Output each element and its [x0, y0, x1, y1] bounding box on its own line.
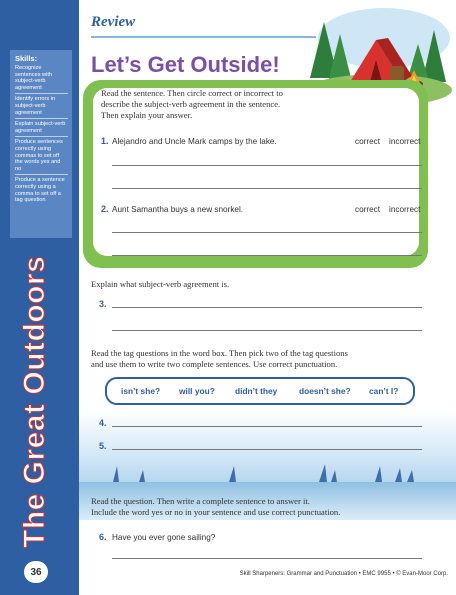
section-label: Review — [91, 14, 136, 30]
instructions-3-line-1: Read the tag questions in the word box. Then pick two of the tag questions — [91, 348, 348, 358]
answer-line[interactable] — [112, 188, 422, 189]
skill-item: Identify errors in subject-verb agreement — [15, 96, 68, 119]
question-text: Aunt Samantha buys a new snorkel. — [112, 205, 244, 214]
unit-title: The Great Outdoors — [18, 255, 51, 548]
question-number: 1. — [101, 136, 109, 146]
question-text: Have you ever gone sailing? — [112, 533, 216, 542]
instructions-4-line-1: Read the question. Then write a complete sentence to answer it. — [91, 496, 310, 506]
question-number: 5. — [99, 441, 107, 451]
answer-line[interactable] — [112, 232, 422, 233]
instructions-1-line-2: describe the subject-verb agreement in the sentence. — [101, 99, 281, 109]
tag-question: doesn’t she? — [299, 386, 351, 396]
instructions-1-line-1: Read the sentence. Then circle correct or incorrect to — [101, 88, 283, 98]
tag-question: can’t I? — [369, 386, 399, 396]
answer-line[interactable] — [112, 307, 422, 308]
skill-item: Produce a sentence correctly using a comma to set off a tag question — [15, 177, 65, 204]
page-title: Let’s Get Outside! — [91, 52, 280, 77]
skills-title: Skills: — [15, 54, 38, 63]
worksheet — [79, 0, 456, 595]
answer-line[interactable] — [112, 426, 422, 427]
answer-line[interactable] — [112, 255, 422, 256]
question-number: 6. — [99, 532, 107, 542]
choice-correct[interactable]: correct — [355, 205, 381, 214]
skills-box — [10, 50, 72, 238]
sidebar — [0, 0, 79, 595]
skill-item: Explain subject-verb agreement — [15, 121, 68, 137]
choice-correct[interactable]: correct — [355, 137, 381, 146]
answer-line[interactable] — [112, 558, 422, 559]
question-number: 2. — [101, 204, 109, 214]
answer-line[interactable] — [112, 165, 422, 166]
instructions-1-line-3: Then explain your answer. — [101, 110, 193, 120]
tag-question: didn’t they — [235, 386, 278, 396]
tag-question: isn’t she? — [121, 386, 161, 396]
header-divider — [91, 36, 316, 38]
question-number: 4. — [99, 418, 107, 428]
answer-line[interactable] — [112, 449, 422, 450]
word-box — [105, 377, 415, 405]
footer-credit: Skill Sharpeners: Grammar and Punctuation • EMC 9955 • © Evan-Moor Corp. — [239, 571, 448, 577]
choice-incorrect[interactable]: incorrect — [389, 137, 421, 146]
question-number: 3. — [99, 299, 107, 309]
instructions-2: Explain what subject-verb agreement is. — [91, 279, 230, 289]
question-text: Alejandro and Uncle Mark camps by the lake. — [112, 137, 277, 146]
page-number: 36 — [24, 561, 48, 583]
skill-item: Recognize sentences with subject-verb agreement — [15, 65, 68, 94]
instructions-3-line-2: and use them to write two complete sentences. Use correct punctuation. — [91, 359, 338, 369]
skill-item: Produce sentences correctly using commas to set off the words yes and no — [15, 139, 68, 175]
answer-line[interactable] — [112, 330, 422, 331]
tag-question: will you? — [179, 386, 215, 396]
instructions-4-line-2: Include the word yes or no in your sentence and use correct punctuation. — [91, 507, 341, 517]
choice-incorrect[interactable]: incorrect — [389, 205, 421, 214]
